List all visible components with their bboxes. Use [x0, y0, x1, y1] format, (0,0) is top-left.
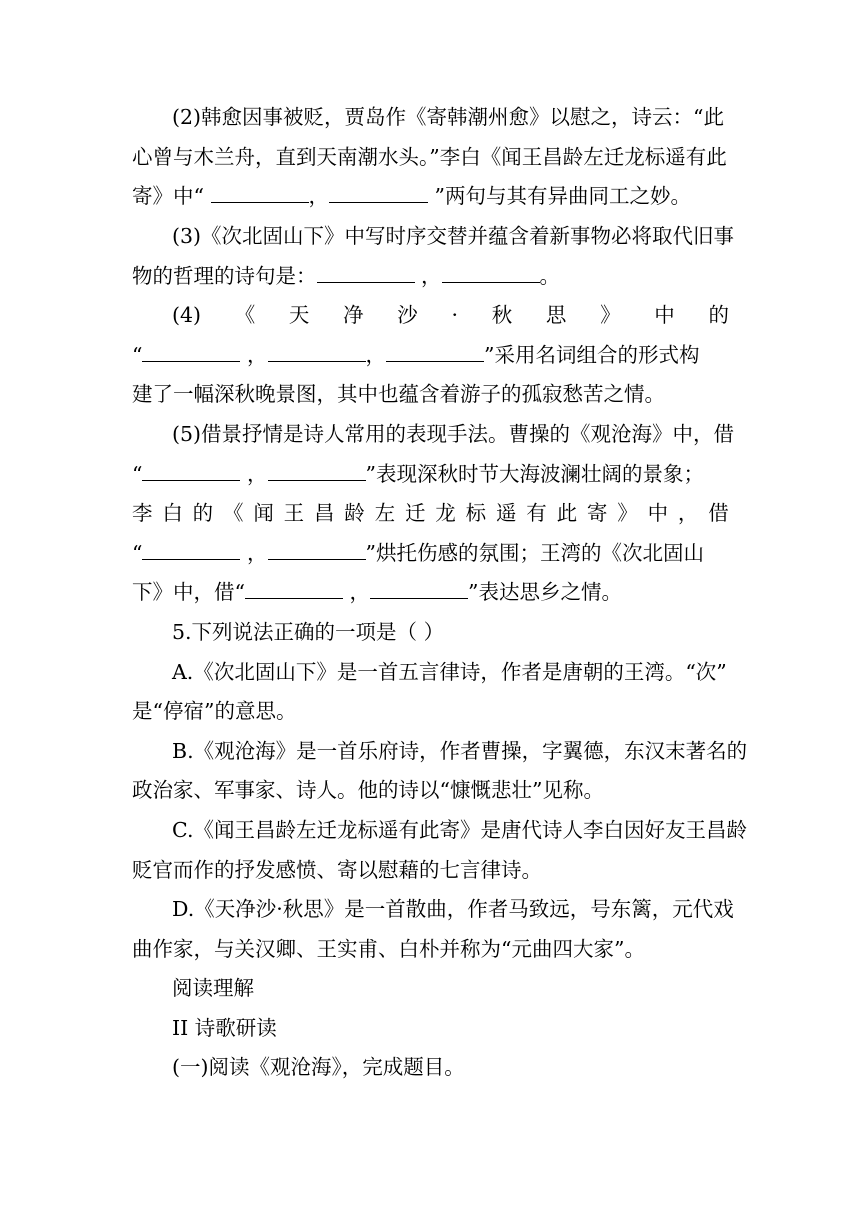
text: 思	[545, 303, 567, 327]
text: 龙	[435, 501, 456, 525]
fill-blank[interactable]	[386, 343, 484, 362]
text-line	[132, 262, 729, 290]
text: ，	[342, 580, 371, 604]
fill-blank[interactable]	[142, 343, 240, 362]
text: (3)《次北固山下》中写时序交替并蕴含着新事物必将取代旧事	[172, 224, 735, 248]
text-line	[172, 222, 735, 250]
text: B.《观沧海》是一首乐府诗，作者曹操，字翼德，东汉末著名的	[172, 739, 748, 763]
text: 王	[283, 501, 305, 525]
fill-blank[interactable]	[211, 184, 309, 203]
text: ”表达思乡之情。	[468, 580, 622, 604]
text: 迁	[404, 501, 426, 525]
text: ”烘托伤感的氛围；王湾的《次北固山	[365, 541, 704, 565]
text: ，	[677, 501, 699, 525]
fill-blank[interactable]	[442, 264, 540, 283]
fill-blank[interactable]	[268, 343, 366, 362]
text: 是“停宿”的意思。	[132, 699, 297, 723]
text: 李	[132, 501, 153, 525]
text: 龄	[344, 501, 365, 525]
text-line	[132, 460, 729, 488]
text: 遥	[495, 501, 517, 525]
fill-blank[interactable]	[317, 264, 415, 283]
text: 5.下列说法正确的一项是（ ）	[172, 620, 445, 644]
text: 中	[654, 303, 675, 327]
text-line-justified	[172, 301, 729, 329]
text: 贬官而作的抒发感愤、寄以慰藉的七言律诗。	[132, 858, 542, 882]
text: 政治家、军事家、诗人。他的诗以“慷慨悲壮”见称。	[132, 778, 604, 802]
text: 。	[539, 264, 561, 288]
text-line	[132, 380, 729, 408]
text: 天	[288, 303, 310, 327]
text: “	[132, 343, 143, 367]
text: 的	[708, 303, 729, 327]
option-d-cont	[132, 935, 729, 963]
fill-blank[interactable]	[142, 541, 240, 560]
text: 》	[617, 501, 638, 525]
text: 闻	[253, 501, 274, 525]
fill-blank[interactable]	[142, 462, 240, 481]
text: 有	[526, 501, 547, 525]
text: 《	[222, 501, 244, 525]
text: (5)借景抒情是诗人常用的表现手法。曹操的《观沧海》中，借	[172, 422, 735, 446]
text: 》	[600, 303, 621, 327]
text: 昌	[313, 501, 335, 525]
text: 中	[647, 501, 669, 525]
text: A.《次北固山下》是一首五言律诗，作者是唐朝的王湾。“次”	[172, 660, 727, 684]
text: ，	[414, 264, 442, 288]
text: ，	[240, 343, 268, 367]
text: ，	[308, 184, 329, 208]
option-b[interactable]	[172, 737, 748, 765]
text: ”两句与其有异曲同工之妙。	[428, 184, 691, 208]
text: 标	[465, 501, 487, 525]
option-b-cont	[132, 776, 729, 804]
text: 寄	[586, 501, 608, 525]
text: II 诗歌研读	[172, 1016, 277, 1040]
text-line	[132, 539, 729, 567]
text-line	[172, 103, 729, 131]
fill-blank[interactable]	[329, 184, 428, 203]
option-d[interactable]	[172, 895, 734, 923]
question-title	[172, 618, 729, 646]
text: 左	[374, 501, 396, 525]
text: (4)	[172, 303, 202, 327]
fill-blank[interactable]	[370, 580, 468, 599]
fill-blank[interactable]	[268, 541, 366, 560]
text: D.《天净沙·秋思》是一首散曲，作者马致远，号东篱，元代戏	[172, 897, 734, 921]
section-heading	[172, 1053, 729, 1081]
text: (2)韩愈因事被贬，贾岛作《寄韩潮州愈》以慰之，诗云：“此	[172, 105, 725, 129]
text: 借	[708, 501, 729, 525]
text-line	[172, 420, 735, 448]
text: 寄》中“	[132, 184, 211, 208]
text: 曲作家，与关汉卿、王实甫、白朴并称为“元曲四大家”。	[132, 937, 645, 961]
text: (一)阅读《观沧海》，完成题目。	[172, 1055, 465, 1079]
text: 心曾与木兰舟，直到天南潮水头。”李白《闻王昌龄左迁龙标遥有此	[132, 145, 727, 169]
text: ”表现深秋时节大海波澜壮阔的景象；	[365, 462, 704, 486]
text: “	[132, 541, 143, 565]
text: ，	[240, 462, 268, 486]
option-c-cont	[132, 856, 729, 884]
text: 《	[234, 303, 256, 327]
option-a-cont	[132, 697, 729, 725]
section-heading	[172, 1014, 729, 1042]
text-line	[132, 143, 729, 171]
fill-blank[interactable]	[245, 580, 343, 599]
text: 的	[192, 501, 214, 525]
text: 下》中，借“	[132, 580, 245, 604]
text: 物的哲理的诗句是：	[132, 264, 317, 288]
text: 阅读理解	[172, 976, 254, 1000]
option-a[interactable]	[172, 658, 729, 686]
text: “	[132, 462, 143, 486]
text: 白	[162, 501, 183, 525]
section-heading	[172, 974, 729, 1002]
text: ·	[451, 303, 459, 327]
text: ，	[240, 541, 268, 565]
text: 此	[556, 501, 578, 525]
text-line	[132, 578, 729, 606]
text-line-justified	[132, 499, 729, 527]
text: 秋	[491, 303, 513, 327]
text: ”采用名词组合的形式构	[484, 343, 700, 367]
text: 建了一幅深秋晚景图，其中也蕴含着游子的孤寂愁苦之情。	[132, 382, 665, 406]
text: 净	[343, 303, 364, 327]
text: 沙	[397, 303, 418, 327]
text-line	[132, 182, 729, 210]
option-c[interactable]	[172, 816, 747, 844]
text-line	[132, 341, 729, 369]
text: ，	[365, 343, 387, 367]
fill-blank[interactable]	[268, 462, 366, 481]
text: C.《闻王昌龄左迁龙标遥有此寄》是唐代诗人李白因好友王昌龄	[172, 818, 747, 842]
